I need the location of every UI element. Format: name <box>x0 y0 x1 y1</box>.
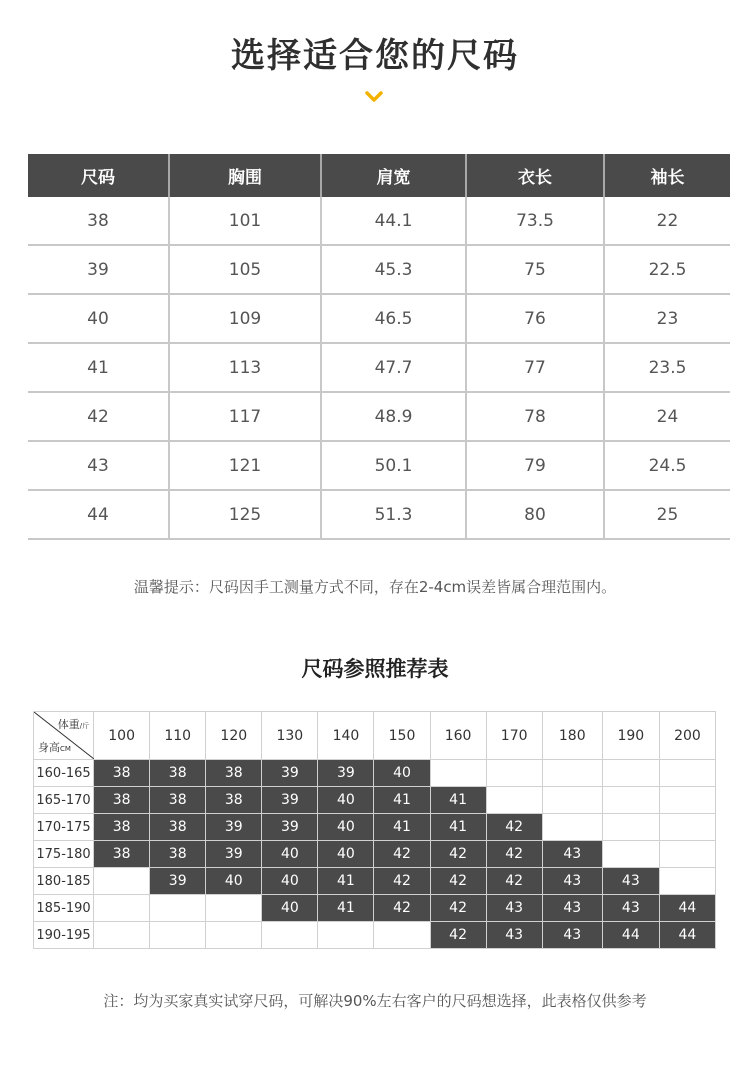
table-cell: 80 <box>466 490 604 539</box>
empty-cell <box>94 868 150 895</box>
table-cell: 78 <box>466 392 604 441</box>
recommended-size-cell: 40 <box>318 841 374 868</box>
table-cell: 43 <box>28 441 169 490</box>
table-cell: 23 <box>604 294 730 343</box>
empty-cell <box>94 922 150 949</box>
recommended-size-cell: 44 <box>659 895 715 922</box>
table-row <box>28 294 730 343</box>
recommended-size-cell: 40 <box>262 841 318 868</box>
empty-cell <box>659 841 715 868</box>
table-row <box>28 490 730 539</box>
recommended-size-cell: 41 <box>430 814 486 841</box>
column-header: 尺码 <box>28 154 169 197</box>
weight-header: 160 <box>430 712 486 760</box>
empty-cell <box>318 922 374 949</box>
recommended-size-cell: 42 <box>486 841 542 868</box>
table-cell: 77 <box>466 343 604 392</box>
empty-cell <box>659 787 715 814</box>
recommended-size-cell: 42 <box>486 814 542 841</box>
weight-axis-label: 体重/斤 <box>57 718 90 731</box>
table-cell: 23.5 <box>604 343 730 392</box>
table-cell: 40 <box>28 294 169 343</box>
empty-cell <box>206 895 262 922</box>
recommended-size-cell: 39 <box>262 814 318 841</box>
table-cell: 79 <box>466 441 604 490</box>
weight-header: 140 <box>318 712 374 760</box>
empty-cell <box>486 787 542 814</box>
recommended-size-cell: 41 <box>318 895 374 922</box>
weight-header: 110 <box>150 712 206 760</box>
table-cell: 113 <box>169 343 321 392</box>
recommended-size-cell: 40 <box>262 895 318 922</box>
recommended-size-cell: 43 <box>542 868 602 895</box>
recommended-size-cell: 38 <box>94 760 150 787</box>
recommended-size-cell: 43 <box>602 895 659 922</box>
table-row <box>28 392 730 441</box>
weight-header: 150 <box>374 712 430 760</box>
recommended-size-cell: 42 <box>430 922 486 949</box>
recommended-size-cell: 43 <box>486 895 542 922</box>
footer-note: 注：均为买家真实试穿尺码，可解决90%左右客户的尺码想选择，此表格仅供参考 <box>103 992 647 1010</box>
recommended-size-cell: 40 <box>206 868 262 895</box>
column-header: 袖长 <box>604 154 730 197</box>
empty-cell <box>602 787 659 814</box>
table-cell: 121 <box>169 441 321 490</box>
recommended-size-cell: 38 <box>206 787 262 814</box>
recommended-size-cell: 44 <box>659 922 715 949</box>
table-cell: 24.5 <box>604 441 730 490</box>
height-range-label: 180-185 <box>34 868 94 895</box>
recommended-size-cell: 39 <box>318 760 374 787</box>
recommended-size-cell: 39 <box>262 787 318 814</box>
weight-header: 130 <box>262 712 318 760</box>
table-cell: 48.9 <box>321 392 466 441</box>
table-row <box>34 895 716 922</box>
recommended-size-cell: 44 <box>602 922 659 949</box>
measurement-tip: 温馨提示：尺码因手工测量方式不同，存在2-4cm误差皆属合理范围内。 <box>133 578 617 596</box>
recommended-size-cell: 39 <box>150 868 206 895</box>
empty-cell <box>542 760 602 787</box>
recommended-size-cell: 43 <box>486 922 542 949</box>
column-header: 衣长 <box>466 154 604 197</box>
table-cell: 22 <box>604 197 730 245</box>
table-corner-header <box>34 712 94 760</box>
recommended-size-cell: 40 <box>318 814 374 841</box>
recommended-size-cell: 40 <box>374 760 430 787</box>
table-row <box>34 760 716 787</box>
recommended-size-cell: 42 <box>430 841 486 868</box>
weight-header: 200 <box>659 712 715 760</box>
weight-header: 190 <box>602 712 659 760</box>
empty-cell <box>602 814 659 841</box>
empty-cell <box>94 895 150 922</box>
recommended-size-cell: 43 <box>542 841 602 868</box>
empty-cell <box>542 787 602 814</box>
weight-header: 180 <box>542 712 602 760</box>
recommended-size-cell: 38 <box>94 841 150 868</box>
table-cell: 105 <box>169 245 321 294</box>
table-cell: 25 <box>604 490 730 539</box>
empty-cell <box>150 895 206 922</box>
empty-cell <box>486 760 542 787</box>
recommended-size-cell: 43 <box>602 868 659 895</box>
table-cell: 44 <box>28 490 169 539</box>
table-cell: 41 <box>28 343 169 392</box>
table-cell: 73.5 <box>466 197 604 245</box>
table-cell: 101 <box>169 197 321 245</box>
table-cell: 24 <box>604 392 730 441</box>
height-range-label: 185-190 <box>34 895 94 922</box>
height-range-label: 170-175 <box>34 814 94 841</box>
empty-cell <box>150 922 206 949</box>
column-header: 胸围 <box>169 154 321 197</box>
recommended-size-cell: 43 <box>542 895 602 922</box>
empty-cell <box>659 814 715 841</box>
recommended-size-cell: 39 <box>262 760 318 787</box>
table-row <box>34 787 716 814</box>
recommended-size-cell: 39 <box>206 841 262 868</box>
table-cell: 38 <box>28 197 169 245</box>
recommended-size-cell: 41 <box>374 787 430 814</box>
weight-header: 100 <box>94 712 150 760</box>
table-row <box>28 441 730 490</box>
recommended-size-cell: 41 <box>374 814 430 841</box>
height-range-label: 160-165 <box>34 760 94 787</box>
table-cell: 44.1 <box>321 197 466 245</box>
empty-cell <box>206 922 262 949</box>
recommended-size-cell: 43 <box>542 922 602 949</box>
recommended-size-cell: 38 <box>206 760 262 787</box>
table-row <box>34 841 716 868</box>
chevron-down-icon <box>364 90 384 104</box>
recommended-size-cell: 38 <box>94 787 150 814</box>
empty-cell <box>602 760 659 787</box>
table-cell: 47.7 <box>321 343 466 392</box>
weight-header: 170 <box>486 712 542 760</box>
empty-cell <box>659 868 715 895</box>
recommended-size-cell: 39 <box>206 814 262 841</box>
recommended-size-cell: 41 <box>318 868 374 895</box>
recommended-size-cell: 42 <box>430 895 486 922</box>
recommended-size-cell: 42 <box>374 868 430 895</box>
size-reference-table <box>33 711 716 949</box>
table-cell: 76 <box>466 294 604 343</box>
table-row <box>34 922 716 949</box>
recommended-size-cell: 38 <box>94 814 150 841</box>
table-cell: 109 <box>169 294 321 343</box>
recommended-size-cell: 41 <box>430 787 486 814</box>
column-header: 肩宽 <box>321 154 466 197</box>
recommended-size-cell: 38 <box>150 814 206 841</box>
page-title: 选择适合您的尺码 <box>231 36 519 76</box>
height-range-label: 190-195 <box>34 922 94 949</box>
empty-cell <box>602 841 659 868</box>
height-axis-label: 身高CM <box>38 741 71 754</box>
empty-cell <box>262 922 318 949</box>
table-cell: 51.3 <box>321 490 466 539</box>
table-cell: 42 <box>28 392 169 441</box>
table-cell: 45.3 <box>321 245 466 294</box>
weight-header: 120 <box>206 712 262 760</box>
table-cell: 39 <box>28 245 169 294</box>
table-cell: 46.5 <box>321 294 466 343</box>
empty-cell <box>374 922 430 949</box>
recommended-size-cell: 42 <box>374 841 430 868</box>
recommended-size-cell: 42 <box>430 868 486 895</box>
table-row <box>28 343 730 392</box>
recommended-size-cell: 40 <box>262 868 318 895</box>
table-row <box>34 814 716 841</box>
empty-cell <box>659 760 715 787</box>
recommended-size-cell: 38 <box>150 760 206 787</box>
empty-cell <box>430 760 486 787</box>
table-row <box>28 245 730 294</box>
recommended-size-cell: 42 <box>374 895 430 922</box>
recommended-size-cell: 38 <box>150 841 206 868</box>
table-cell: 50.1 <box>321 441 466 490</box>
recommended-size-cell: 40 <box>318 787 374 814</box>
height-range-label: 165-170 <box>34 787 94 814</box>
reference-table-title: 尺码参照推荐表 <box>301 657 449 681</box>
table-row <box>34 868 716 895</box>
recommended-size-cell: 42 <box>486 868 542 895</box>
empty-cell <box>542 814 602 841</box>
table-cell: 22.5 <box>604 245 730 294</box>
table-cell: 125 <box>169 490 321 539</box>
table-cell: 117 <box>169 392 321 441</box>
recommended-size-cell: 38 <box>150 787 206 814</box>
size-table <box>28 154 730 540</box>
table-cell: 75 <box>466 245 604 294</box>
table-row <box>28 197 730 245</box>
height-range-label: 175-180 <box>34 841 94 868</box>
